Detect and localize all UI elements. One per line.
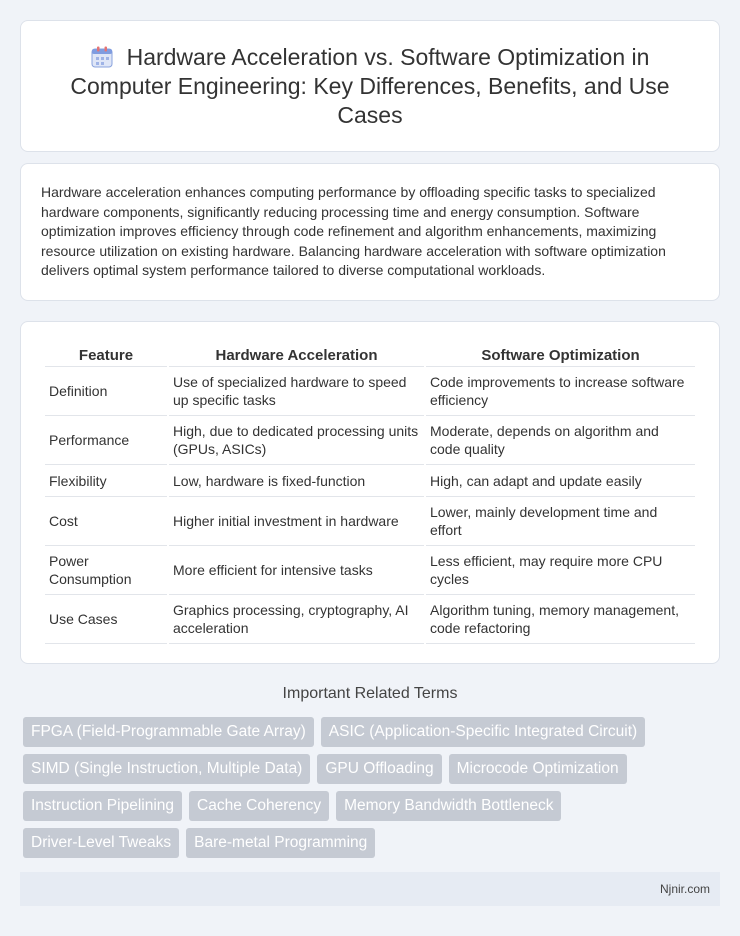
feature-cell: Power Consumption bbox=[45, 546, 167, 595]
feature-cell: Performance bbox=[45, 416, 167, 465]
hardware-cell: Higher initial investment in hardware bbox=[169, 497, 424, 546]
related-term-tag[interactable]: Bare-metal Programming bbox=[186, 828, 375, 858]
table-row bbox=[45, 595, 695, 644]
feature-cell: Cost bbox=[45, 497, 167, 546]
table-row bbox=[45, 546, 695, 595]
related-term-tag[interactable]: SIMD (Single Instruction, Multiple Data) bbox=[23, 754, 310, 784]
table-row bbox=[45, 416, 695, 465]
intro-text: Hardware acceleration enhances computing performance by offloading specific tasks to specialized hardware components, significantly reducing processing time and energy consumption. Software optimization improves efficiency through code refinement and algorithm enhancements, maximizing resource utilization on existing hardware. Balancing hardware acceleration with software optimization delivers optimal system performance tailored to diverse computational workloads. bbox=[41, 184, 666, 278]
related-terms-list bbox=[23, 717, 723, 858]
software-cell: Less efficient, may require more CPU cycles bbox=[426, 546, 695, 595]
feature-cell: Flexibility bbox=[45, 465, 167, 497]
hardware-cell: More efficient for intensive tasks bbox=[169, 546, 424, 595]
table-row bbox=[45, 497, 695, 546]
software-cell: Lower, mainly development time and effort bbox=[426, 497, 695, 546]
column-header-feature: Feature bbox=[45, 342, 167, 367]
hardware-cell: Use of specialized hardware to speed up specific tasks bbox=[169, 367, 424, 416]
related-terms-heading: Important Related Terms bbox=[282, 685, 458, 702]
software-cell: Moderate, depends on algorithm and code quality bbox=[426, 416, 695, 465]
hardware-cell: High, due to dedicated processing units (GPUs, ASICs) bbox=[169, 416, 424, 465]
intro-card bbox=[20, 163, 720, 301]
column-header-software: Software Optimization bbox=[426, 342, 695, 367]
feature-cell: Definition bbox=[45, 367, 167, 416]
software-cell: Code improvements to increase software efficiency bbox=[426, 367, 695, 416]
title-card bbox=[20, 20, 720, 152]
comparison-card bbox=[20, 321, 720, 664]
page-title-text: Hardware Acceleration vs. Software Optimization in Computer Engineering: Key Differences, Benefits, and Use Cases bbox=[70, 43, 670, 128]
page-title bbox=[51, 43, 689, 130]
calendar-icon bbox=[91, 46, 113, 68]
column-header-hardware: Hardware Acceleration bbox=[169, 342, 424, 367]
footer bbox=[20, 872, 720, 906]
comparison-table bbox=[43, 342, 697, 644]
feature-cell: Use Cases bbox=[45, 595, 167, 644]
table-row bbox=[45, 367, 695, 416]
related-term-tag[interactable]: ASIC (Application-Specific Integrated Circuit) bbox=[321, 717, 645, 747]
related-term-tag[interactable]: Driver-Level Tweaks bbox=[23, 828, 179, 858]
related-term-tag[interactable]: FPGA (Field-Programmable Gate Array) bbox=[23, 717, 314, 747]
footer-site-link[interactable]: Njnir.com bbox=[659, 882, 710, 896]
related-term-tag[interactable]: Memory Bandwidth Bottleneck bbox=[336, 791, 561, 821]
related-term-tag[interactable]: Microcode Optimization bbox=[449, 754, 627, 784]
table-row bbox=[45, 465, 695, 497]
hardware-cell: Graphics processing, cryptography, AI acceleration bbox=[169, 595, 424, 644]
software-cell: High, can adapt and update easily bbox=[426, 465, 695, 497]
related-term-tag[interactable]: GPU Offloading bbox=[317, 754, 441, 784]
related-term-tag[interactable]: Instruction Pipelining bbox=[23, 791, 182, 821]
related-term-tag[interactable]: Cache Coherency bbox=[189, 791, 329, 821]
hardware-cell: Low, hardware is fixed-function bbox=[169, 465, 424, 497]
software-cell: Algorithm tuning, memory management, code refactoring bbox=[426, 595, 695, 644]
table-header-row bbox=[45, 342, 695, 367]
